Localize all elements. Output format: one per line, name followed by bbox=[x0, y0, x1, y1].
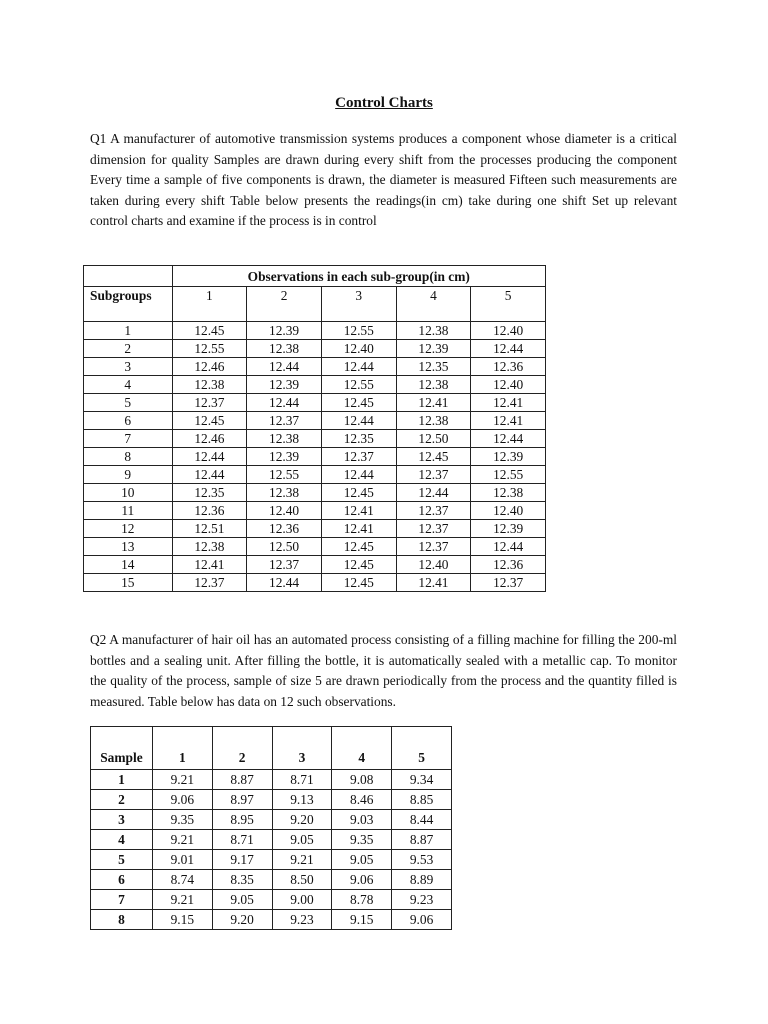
table-row bbox=[91, 890, 452, 910]
value-cell: 9.05 bbox=[332, 850, 392, 870]
value-cell: 12.39 bbox=[471, 520, 546, 538]
value-cell: 9.03 bbox=[332, 810, 392, 830]
value-cell: 12.45 bbox=[172, 322, 247, 340]
table-row bbox=[91, 870, 452, 890]
value-cell: 12.44 bbox=[396, 484, 471, 502]
value-cell: 9.00 bbox=[272, 890, 332, 910]
value-cell: 9.01 bbox=[152, 850, 212, 870]
value-cell: 12.45 bbox=[321, 538, 396, 556]
value-cell: 12.45 bbox=[321, 556, 396, 574]
row-id-cell: 8 bbox=[84, 448, 173, 466]
value-cell: 12.41 bbox=[471, 412, 546, 430]
value-cell: 9.05 bbox=[212, 890, 272, 910]
column-header: 1 bbox=[172, 287, 247, 322]
table-row bbox=[91, 790, 452, 810]
row-id-cell: 4 bbox=[91, 830, 153, 850]
value-cell: 12.38 bbox=[172, 538, 247, 556]
value-cell: 12.55 bbox=[321, 376, 396, 394]
value-cell: 12.37 bbox=[172, 394, 247, 412]
value-cell: 12.35 bbox=[321, 430, 396, 448]
value-cell: 9.53 bbox=[392, 850, 452, 870]
value-cell: 12.44 bbox=[172, 466, 247, 484]
value-cell: 9.06 bbox=[152, 790, 212, 810]
subgroups-header: Subgroups bbox=[84, 287, 173, 322]
row-id-cell: 9 bbox=[84, 466, 173, 484]
value-cell: 9.21 bbox=[152, 770, 212, 790]
column-header: 4 bbox=[396, 287, 471, 322]
table-row bbox=[84, 322, 546, 340]
value-cell: 8.87 bbox=[392, 830, 452, 850]
column-header: 1 bbox=[152, 727, 212, 770]
value-cell: 12.44 bbox=[247, 574, 322, 592]
value-cell: 12.44 bbox=[321, 466, 396, 484]
q2-sample-table bbox=[90, 726, 452, 930]
table-row bbox=[91, 810, 452, 830]
value-cell: 12.38 bbox=[172, 376, 247, 394]
value-cell: 12.41 bbox=[396, 574, 471, 592]
observations-header: Observations in each sub-group(in cm) bbox=[172, 266, 545, 287]
row-id-cell: 10 bbox=[84, 484, 173, 502]
table-row bbox=[84, 358, 546, 376]
value-cell: 9.35 bbox=[332, 830, 392, 850]
row-id-cell: 5 bbox=[91, 850, 153, 870]
value-cell: 9.23 bbox=[392, 890, 452, 910]
value-cell: 12.40 bbox=[471, 502, 546, 520]
table-row bbox=[91, 910, 452, 930]
value-cell: 12.44 bbox=[172, 448, 247, 466]
value-cell: 12.39 bbox=[247, 448, 322, 466]
value-cell: 8.44 bbox=[392, 810, 452, 830]
value-cell: 8.89 bbox=[392, 870, 452, 890]
value-cell: 12.37 bbox=[396, 520, 471, 538]
value-cell: 12.44 bbox=[471, 430, 546, 448]
value-cell: 12.37 bbox=[172, 574, 247, 592]
q1-observations-table bbox=[83, 265, 546, 592]
value-cell: 12.44 bbox=[247, 394, 322, 412]
column-header: 5 bbox=[471, 287, 546, 322]
value-cell: 12.44 bbox=[321, 412, 396, 430]
value-cell: 8.35 bbox=[212, 870, 272, 890]
row-id-cell: 1 bbox=[84, 322, 173, 340]
table-row bbox=[84, 394, 546, 412]
value-cell: 9.15 bbox=[332, 910, 392, 930]
value-cell: 12.39 bbox=[471, 448, 546, 466]
value-cell: 12.55 bbox=[471, 466, 546, 484]
value-cell: 9.35 bbox=[152, 810, 212, 830]
value-cell: 12.39 bbox=[247, 322, 322, 340]
value-cell: 12.45 bbox=[396, 448, 471, 466]
value-cell: 12.36 bbox=[247, 520, 322, 538]
table-row bbox=[84, 538, 546, 556]
value-cell: 9.05 bbox=[272, 830, 332, 850]
row-id-cell: 2 bbox=[84, 340, 173, 358]
value-cell: 12.40 bbox=[471, 322, 546, 340]
table-row bbox=[84, 412, 546, 430]
value-cell: 12.44 bbox=[471, 340, 546, 358]
value-cell: 8.71 bbox=[272, 770, 332, 790]
value-cell: 12.39 bbox=[247, 376, 322, 394]
value-cell: 12.37 bbox=[396, 502, 471, 520]
value-cell: 12.41 bbox=[471, 394, 546, 412]
value-cell: 12.50 bbox=[247, 538, 322, 556]
row-id-cell: 4 bbox=[84, 376, 173, 394]
table-row bbox=[84, 520, 546, 538]
value-cell: 12.41 bbox=[396, 394, 471, 412]
value-cell: 12.37 bbox=[247, 556, 322, 574]
row-id-cell: 11 bbox=[84, 502, 173, 520]
value-cell: 9.21 bbox=[272, 850, 332, 870]
table-row bbox=[84, 466, 546, 484]
table-row bbox=[84, 340, 546, 358]
value-cell: 12.39 bbox=[396, 340, 471, 358]
column-header: 3 bbox=[321, 287, 396, 322]
value-cell: 12.37 bbox=[396, 466, 471, 484]
row-id-cell: 6 bbox=[91, 870, 153, 890]
value-cell: 8.85 bbox=[392, 790, 452, 810]
value-cell: 9.20 bbox=[272, 810, 332, 830]
value-cell: 12.55 bbox=[172, 340, 247, 358]
value-cell: 12.46 bbox=[172, 430, 247, 448]
value-cell: 12.41 bbox=[172, 556, 247, 574]
value-cell: 9.17 bbox=[212, 850, 272, 870]
table-row bbox=[84, 484, 546, 502]
value-cell: 12.37 bbox=[247, 412, 322, 430]
column-header: 3 bbox=[272, 727, 332, 770]
row-id-cell: 3 bbox=[91, 810, 153, 830]
row-id-cell: 15 bbox=[84, 574, 173, 592]
value-cell: 8.87 bbox=[212, 770, 272, 790]
row-id-cell: 7 bbox=[91, 890, 153, 910]
value-cell: 12.55 bbox=[321, 322, 396, 340]
value-cell: 9.34 bbox=[392, 770, 452, 790]
value-cell: 12.37 bbox=[321, 448, 396, 466]
value-cell: 12.45 bbox=[321, 394, 396, 412]
row-id-cell: 6 bbox=[84, 412, 173, 430]
value-cell: 12.45 bbox=[321, 484, 396, 502]
value-cell: 12.38 bbox=[247, 340, 322, 358]
value-cell: 12.38 bbox=[396, 376, 471, 394]
value-cell: 12.40 bbox=[396, 556, 471, 574]
row-id-cell: 1 bbox=[91, 770, 153, 790]
row-id-cell: 5 bbox=[84, 394, 173, 412]
question-2-text: Q2 A manufacturer of hair oil has an automated process consisting of a filling machine for filling the 200-ml bottles and a sealing unit. After filling the bottle, it is automatically sealed with a metallic cap. To monitor the quality of the process, sample of size 5 are drawn periodically from the process and the quantity filled is measured. Table below has data on 12 such observations. bbox=[90, 632, 677, 709]
value-cell: 12.37 bbox=[471, 574, 546, 592]
value-cell: 12.41 bbox=[321, 520, 396, 538]
value-cell: 12.40 bbox=[321, 340, 396, 358]
table-row bbox=[91, 770, 452, 790]
value-cell: 12.46 bbox=[172, 358, 247, 376]
row-id-cell: 13 bbox=[84, 538, 173, 556]
value-cell: 9.08 bbox=[332, 770, 392, 790]
value-cell: 12.38 bbox=[247, 484, 322, 502]
value-cell: 12.36 bbox=[172, 502, 247, 520]
column-header: 2 bbox=[212, 727, 272, 770]
value-cell: 12.45 bbox=[321, 574, 396, 592]
table-corner-cell bbox=[84, 266, 173, 287]
value-cell: 12.37 bbox=[396, 538, 471, 556]
value-cell: 8.95 bbox=[212, 810, 272, 830]
value-cell: 9.13 bbox=[272, 790, 332, 810]
value-cell: 9.06 bbox=[392, 910, 452, 930]
value-cell: 12.44 bbox=[471, 538, 546, 556]
value-cell: 12.38 bbox=[247, 430, 322, 448]
value-cell: 12.40 bbox=[471, 376, 546, 394]
value-cell: 9.21 bbox=[152, 830, 212, 850]
table-row bbox=[84, 430, 546, 448]
value-cell: 12.40 bbox=[247, 502, 322, 520]
value-cell: 12.44 bbox=[321, 358, 396, 376]
column-header: 5 bbox=[392, 727, 452, 770]
column-header: 4 bbox=[332, 727, 392, 770]
value-cell: 8.97 bbox=[212, 790, 272, 810]
row-id-cell: 7 bbox=[84, 430, 173, 448]
table-row bbox=[84, 502, 546, 520]
row-id-cell: 14 bbox=[84, 556, 173, 574]
page-title: Control Charts bbox=[335, 95, 433, 111]
column-header: 2 bbox=[247, 287, 322, 322]
table-row bbox=[84, 376, 546, 394]
value-cell: 9.06 bbox=[332, 870, 392, 890]
value-cell: 12.36 bbox=[471, 358, 546, 376]
table-row bbox=[84, 556, 546, 574]
value-cell: 12.55 bbox=[247, 466, 322, 484]
value-cell: 12.38 bbox=[396, 412, 471, 430]
question-1-text: Q1 A manufacturer of automotive transmission systems produces a component whose diameter is a critical dimension for quality Samples are drawn during every shift from the processes producing the component Every time a sample of five components is drawn, the diameter is measured Fifteen such measurements are taken during every shift Table below presents the readings(in cm) take during one shift Set up relevant control charts and examine if the process is in control bbox=[90, 131, 677, 229]
value-cell: 9.21 bbox=[152, 890, 212, 910]
value-cell: 12.45 bbox=[172, 412, 247, 430]
table-row bbox=[91, 830, 452, 850]
table-row bbox=[91, 850, 452, 870]
row-id-cell: 8 bbox=[91, 910, 153, 930]
value-cell: 12.35 bbox=[172, 484, 247, 502]
value-cell: 8.71 bbox=[212, 830, 272, 850]
value-cell: 12.38 bbox=[396, 322, 471, 340]
value-cell: 9.15 bbox=[152, 910, 212, 930]
value-cell: 12.50 bbox=[396, 430, 471, 448]
table-row bbox=[84, 574, 546, 592]
value-cell: 8.78 bbox=[332, 890, 392, 910]
row-id-cell: 2 bbox=[91, 790, 153, 810]
value-cell: 8.50 bbox=[272, 870, 332, 890]
value-cell: 8.74 bbox=[152, 870, 212, 890]
value-cell: 12.51 bbox=[172, 520, 247, 538]
row-id-cell: 3 bbox=[84, 358, 173, 376]
value-cell: 12.36 bbox=[471, 556, 546, 574]
value-cell: 12.35 bbox=[396, 358, 471, 376]
value-cell: 12.38 bbox=[471, 484, 546, 502]
row-id-cell: 12 bbox=[84, 520, 173, 538]
sample-header: Sample bbox=[91, 727, 153, 770]
value-cell: 9.23 bbox=[272, 910, 332, 930]
value-cell: 12.41 bbox=[321, 502, 396, 520]
value-cell: 12.44 bbox=[247, 358, 322, 376]
value-cell: 9.20 bbox=[212, 910, 272, 930]
table-row bbox=[84, 448, 546, 466]
value-cell: 8.46 bbox=[332, 790, 392, 810]
